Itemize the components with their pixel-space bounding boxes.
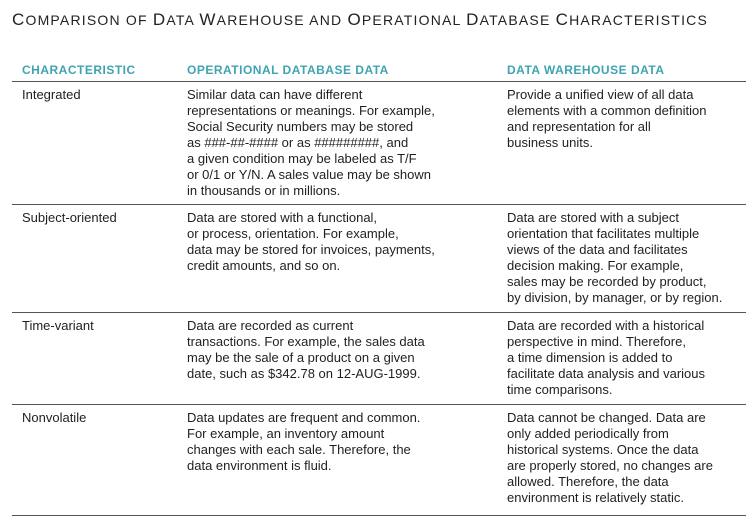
column-header-characteristic: CHARACTERISTIC [22, 63, 136, 77]
cell-operational: Data updates are frequent and common. For example, an inventory amount changes with each sale. Therefore, the data environment is fluid. [187, 410, 421, 473]
page-title: COMPARISON OF DATA WAREHOUSE AND OPERATIONAL DATABASE CHARACTERISTICS [12, 10, 709, 29]
cell-warehouse: Provide a unified view of all data elements with a common definition and representation for all business units. [507, 87, 707, 150]
table-row [12, 81, 746, 204]
table-row [12, 204, 746, 312]
cell-warehouse: Data are stored with a subject orientation that facilitates multiple views of the data and facilitates decision making. For example, sales may be recorded by product, by division, by manager, or by region. [507, 210, 723, 305]
cell-characteristic: Time-variant [22, 318, 94, 333]
cell-characteristic: Subject-oriented [22, 210, 117, 225]
cell-warehouse: Data are recorded with a historical perspective in mind. Therefore, a time dimension is added to facilitate data analysis and various time comparisons. [507, 318, 706, 397]
cell-characteristic: Nonvolatile [22, 410, 87, 425]
table-header [12, 63, 746, 81]
table-row [12, 404, 746, 516]
table-row [12, 312, 746, 404]
comparison-table [12, 63, 746, 516]
cell-operational: Similar data can have different representations or meanings. For example, Social Security numbers may be stored as ###-##-#### or as #########, and a given condition may be labeled as T/F or 0/1 or Y/N. A sales value may be shown in thousands or in millions. [187, 87, 435, 198]
cell-operational: Data are recorded as current transactions. For example, the sales data may be the sale of a product on a given date, such as $342.78 on 12-AUG-1999. [187, 318, 425, 381]
column-header-warehouse: DATA WAREHOUSE DATA [507, 63, 665, 77]
column-header-operational: OPERATIONAL DATABASE DATA [187, 63, 389, 77]
cell-operational: Data are stored with a functional, or process, orientation. For example, data may be stored for invoices, payments, credit amounts, and so on. [187, 210, 435, 273]
cell-warehouse: Data cannot be changed. Data are only added periodically from historical systems. Once the data are properly stored, no changes are allowed. Therefore, the data environment is relatively static. [507, 410, 713, 505]
cell-characteristic: Integrated [22, 87, 81, 102]
